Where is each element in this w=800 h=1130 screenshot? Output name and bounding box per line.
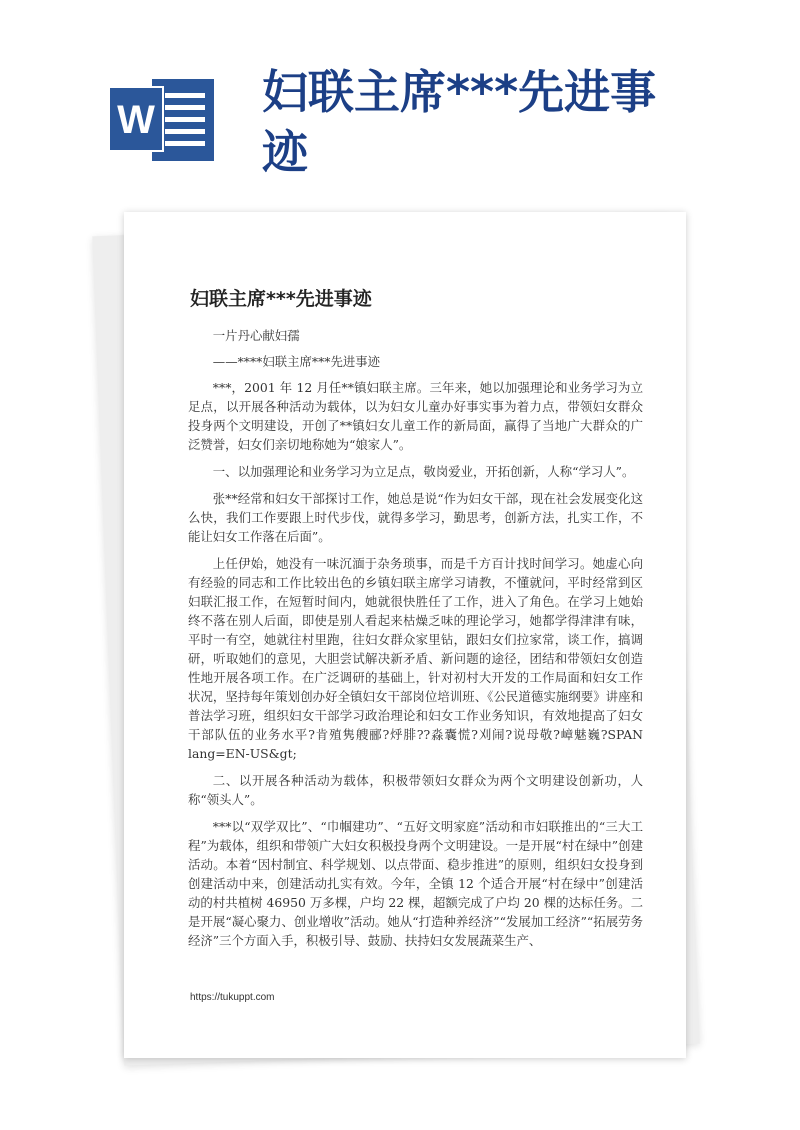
document-body [188, 326, 643, 958]
document-subtitle: 一片丹心献妇孺 [212, 328, 300, 343]
word-icon-line [165, 93, 205, 98]
paragraph: 一、以加强理论和业务学习为立足点，敬岗爱业，开拓创新，人称“学习人”。 [212, 464, 635, 479]
word-icon-line [165, 117, 205, 122]
paragraph: 上任伊始，她没有一味沉湎于杂务琐事，而是千方百计找时间学习。她虚心向有经验的同志和工作比较出色的乡镇妇联主席学习请教，不懂就问，平时经常到区妇联汇报工作，在短暂时间内，她就很快胜任了工作，进入了角色。在学习上她始终不落在别人后面，即使是别人看起来枯燥乏味的理论学习，她都学得津津有味，平时一有空，她就往村里跑，往妇女群众家里钻，跟妇女们拉家常，谈工作，搞调研，听取她们的意见，大胆尝试解决新矛盾、新问题的途径，团结和带领妇女创造性地开展各项工作。在广泛调研的基础上，针对初村大开发的工作局面和妇女工作状况，坚持每年策划创办好全镇妇女干部岗位培训班、《公民道德实施纲要》讲座和普法学习班，组织妇女干部学习政治理论和妇女工作业务知识，有效地提高了妇女干部队伍的业务水平?肯殖隽艘郦?烀腓??淼囊慌?刈闹?说母敬?嶂魅巍?SPAN lang=EN-US&gt; [188, 556, 643, 761]
paragraph: 张**经常和妇女干部探讨工作，她总是说“作为妇女干部，现在社会发展变化这么快，我们工作要跟上时代步伐，就得多学习，勤思考，创新方法，扎实工作，不能让妇女工作落在后面”。 [188, 491, 643, 544]
paragraph: 二、以开展各种活动为载体，积极带领妇女群众为两个文明建设创新功，人称“领头人”。 [188, 773, 643, 807]
word-icon-line [165, 129, 205, 134]
paragraph: ***，2001 年 12 月任**镇妇联主席。三年来，她以加强理论和业务学习为立足点，以开展各种活动为载体，以为妇女儿童办好事实事为着力点，带领妇女群众投身两个文明建设，开创了**镇妇女儿童工作的新局面，赢得了当地广大群众的广泛赞誉，妇女们亲切地称她为“娘家人”。 [188, 380, 643, 452]
footer-url[interactable]: https://tukuppt.com [190, 992, 275, 1003]
word-icon-line [165, 105, 205, 110]
document-title: 妇联主席***先进事迹 [190, 288, 372, 310]
paragraph: ***以“双学双比”、“巾帼建功”、“五好文明家庭”活动和市妇联推出的“三大工程”为载体，组织和带领广大妇女积极投身两个文明建设。一是开展“村在绿中”创建活动。本着“因村制宜、科学规划、以点带面、稳步推进”的原则，组织妇女投身到创建活动中来，创建活动扎实有效。今年，全镇 12 个适合开展“村在绿中”创建活动的村共植树 46950 万多棵，户均 22 棵，超额完成了户均 20 棵的达标任务。二是开展“凝心聚力、创业增收”活动。她从“打造种养经济”“发展加工经济”“拓展劳务经济”三个方面入手，积极引导、鼓励、扶持妇女发展蔬菜生产、 [188, 819, 643, 948]
document-page [124, 212, 686, 1058]
word-document-icon [107, 75, 217, 165]
word-icon-letter: W [117, 98, 155, 142]
document-byline: ——****妇联主席***先进事迹 [212, 354, 381, 369]
header-title: 妇联主席***先进事迹 [262, 65, 657, 179]
header [0, 0, 800, 215]
word-icon-line [165, 141, 205, 146]
